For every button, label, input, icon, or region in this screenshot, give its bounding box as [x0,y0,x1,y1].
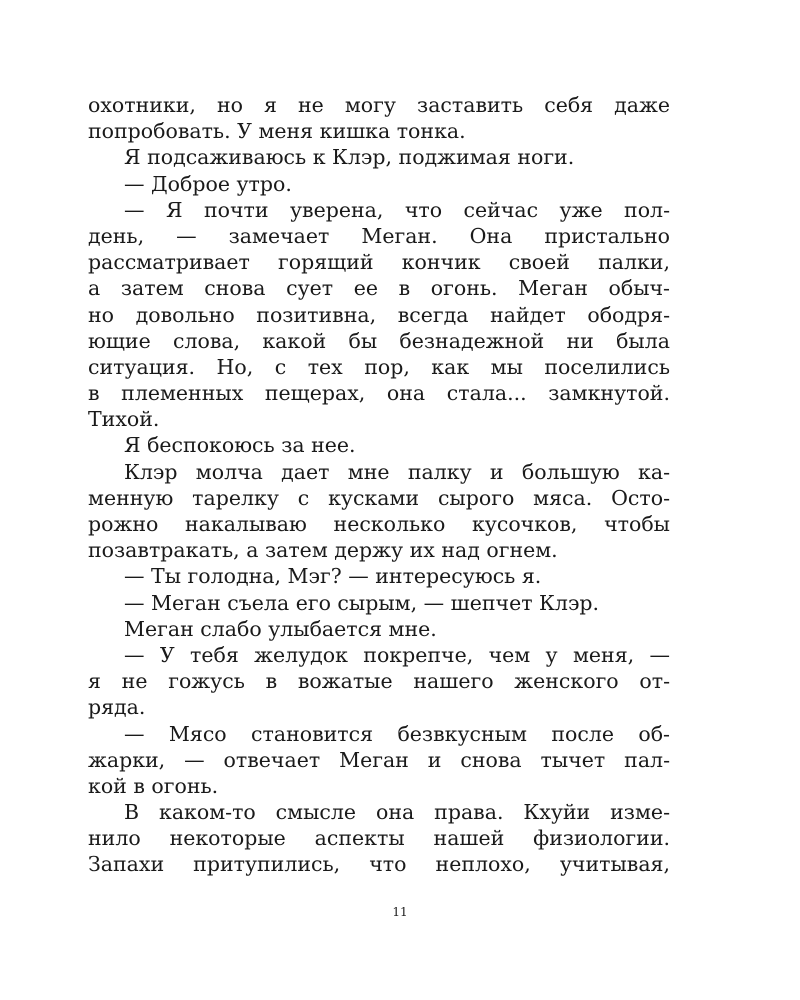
text-line: в племенных пещерах, она стала... замкнутой. [88,381,670,406]
text-line: — Мясо становится безвкусным после об- [124,721,670,746]
text-line: — Меган съела его сырым, — шепчет Клэр. [124,590,600,615]
text-line: позавтракать, а затем держу их над огнем. [88,538,558,563]
text-line: охотники, но я не могу заставить себя даже [88,93,670,117]
text-line: ющие слова, какой бы безнадежной ни была [88,328,670,353]
book-page-text [88,92,670,878]
text-line: — Я почти уверена, что сейчас уже пол- [124,197,670,222]
text-line: день, — замечает Меган. Она пристально [88,223,670,248]
page-number: 11 [392,905,408,919]
text-line: Я подсаживаюсь к Клэр, поджимая ноги. [124,145,575,170]
text-line: попробовать. У меня кишка тонка. [88,119,466,144]
text-line: Тихой. [88,407,160,432]
text-line: но довольно позитивна, всегда найдет ободря- [88,302,670,327]
text-line: жарки, — отвечает Меган и снова тычет пал- [88,747,670,772]
text-line: я не гожусь в вожатые нашего женского от- [88,669,670,694]
text-line: ряда. [88,695,146,720]
text-line: — Ты голодна, Мэг? — интересуюсь я. [124,564,542,589]
text-line: а затем снова сует ее в огонь. Меган обыч- [88,276,670,301]
text-line: кой в огонь. [88,773,219,798]
text-line: рожно накалываю несколько кусочков, чтобы [88,512,670,536]
text-line: Меган слабо улыбается мне. [124,616,437,641]
text-line: Запахи притупились, что неплохо, учитывая, [88,852,670,877]
text-line: рассматривает горящий кончик своей палки, [88,250,670,275]
text-line: — Доброе утро. [124,171,292,196]
text-line: менную тарелку с кусками сырого мяса. Осто- [88,485,670,510]
text-line: — У тебя желудок покрепче, чем у меня, — [124,642,670,667]
text-line: нило некоторые аспекты нашей физиологии. [88,826,670,851]
text-line: Я беспокоюсь за нее. [124,433,356,458]
text-line: Клэр молча дает мне палку и большую ка- [124,459,670,484]
text-line: ситуация. Но, с тех пор, как мы поселились [88,354,670,379]
text-line: В каком-то смысле она права. Кхуйи изме- [124,800,670,825]
